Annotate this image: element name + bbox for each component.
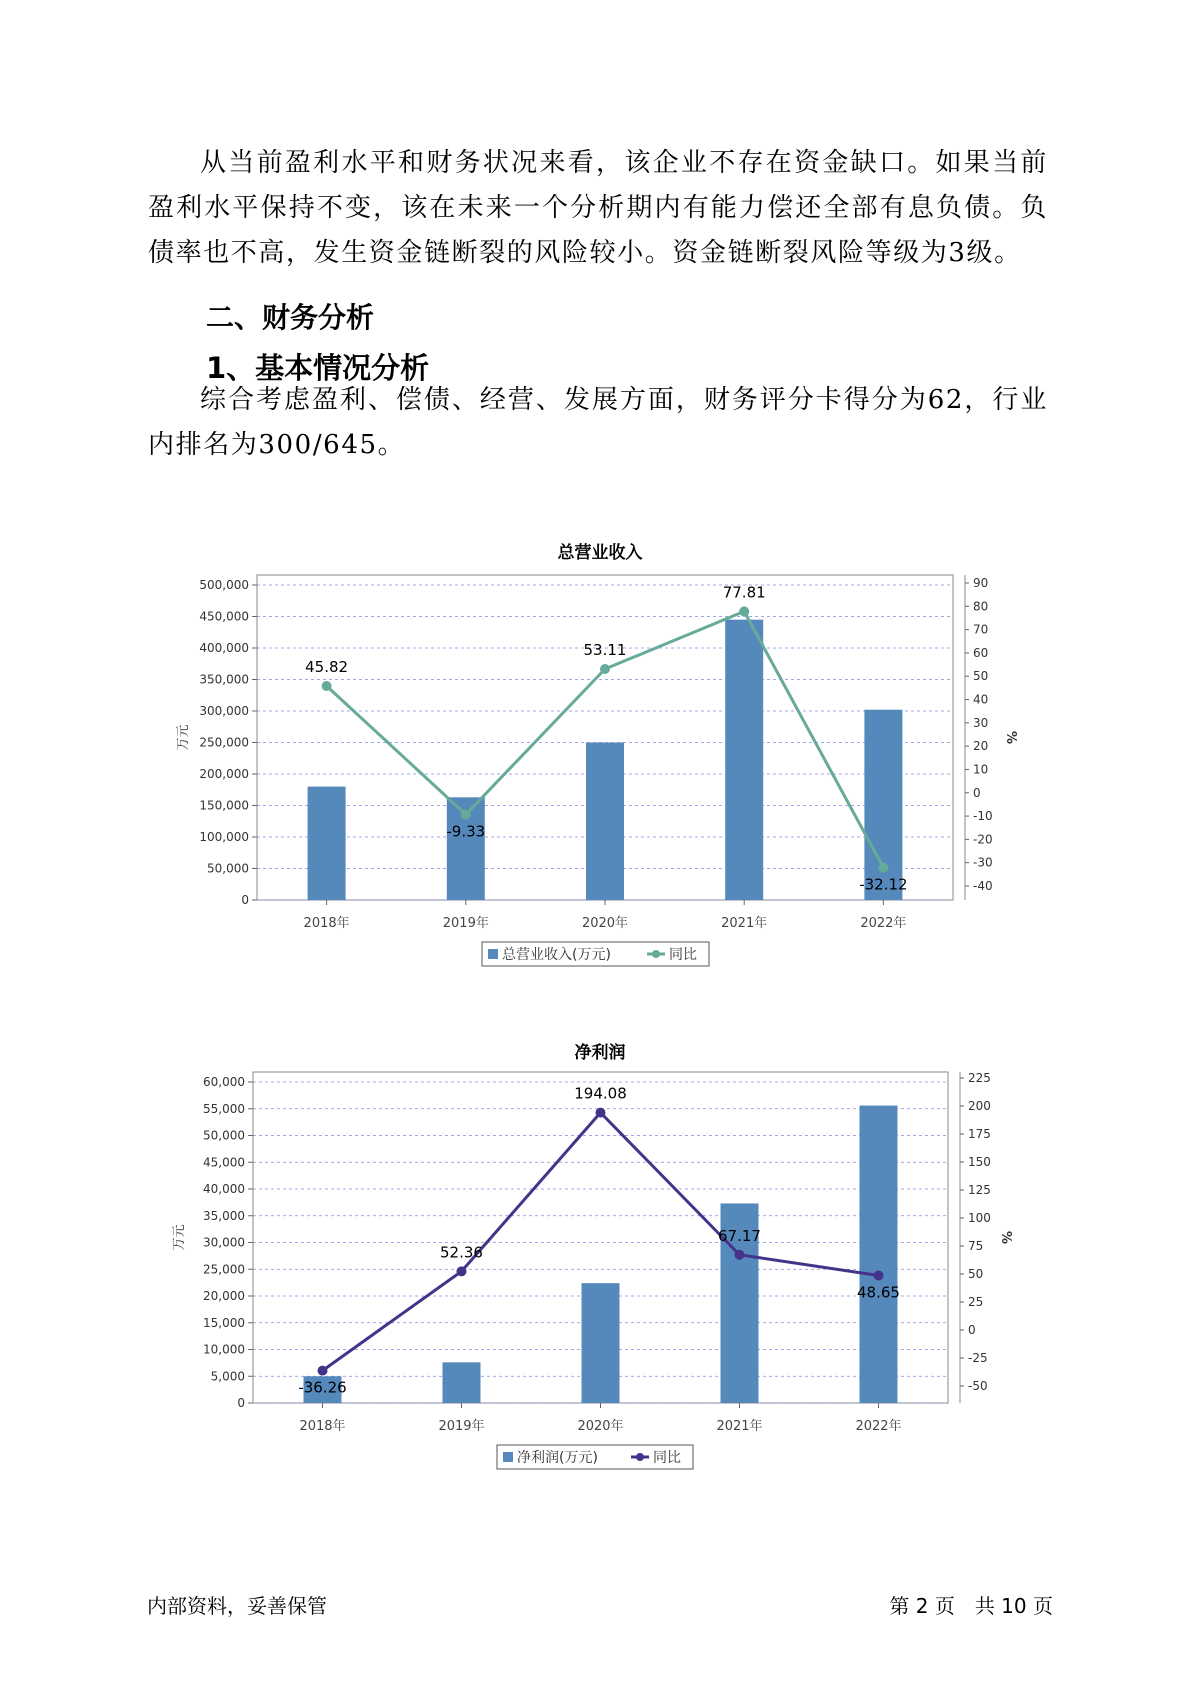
y-tick-label: 60,000 [203,1075,245,1089]
bar [586,743,624,901]
y2-axis-label: % [1003,730,1018,745]
data-label: -32.12 [859,875,908,894]
y2-tick-label: 80 [973,599,989,614]
y-tick-label: 40,000 [203,1182,245,1196]
y-tick-label: 5,000 [210,1369,245,1384]
line-point [739,606,749,616]
y-tick-label: 350,000 [199,672,249,687]
y-tick-label: 0 [241,893,249,907]
y-tick-label: 45,000 [203,1155,245,1170]
bar [443,1362,481,1403]
y2-tick-label: 50 [968,1267,984,1281]
data-label: 45.82 [305,657,349,676]
subsection-heading: 1、基本情况分析 [206,351,430,385]
line-point [735,1250,745,1260]
line-point [874,1271,884,1281]
footer-page-number: 第 2 页 共 10 页 [889,1594,1053,1618]
y-tick-label: 10,000 [203,1342,245,1357]
y-tick-label: 500,000 [199,578,249,592]
y-axis-label: 万元 [172,1224,187,1251]
y-tick-label: 100,000 [199,830,249,844]
x-tick-label: 2021年 [716,1419,763,1434]
footer-confidential: 内部资料，妥善保管 [147,1594,327,1618]
line-point [878,863,888,873]
line-point [457,1266,467,1276]
y2-tick-label: 50 [973,669,989,684]
chart-title-net-profit: 净利润 [574,1043,626,1063]
x-tick-label: 2018年 [303,916,350,931]
data-label: 53.11 [583,640,627,659]
y-tick-label: 20,000 [203,1289,245,1303]
x-tick-label: 2020年 [581,916,629,931]
legend-bar-label: 净利润(万元) [517,1450,598,1466]
y2-tick-label: -20 [973,832,993,847]
y2-tick-label: 200 [968,1099,991,1113]
revenue-chart [0,560,1191,1020]
y-tick-label: 55,000 [203,1101,245,1116]
line-point [600,664,610,674]
y-tick-label: 450,000 [199,609,249,624]
legend-bar-swatch [503,1452,513,1462]
y-tick-label: 400,000 [199,641,249,655]
y2-tick-label: 125 [968,1183,991,1197]
legend-bar-label: 总营业收入(万元) [502,947,611,963]
x-tick-label: 2019年 [438,1419,485,1434]
data-label: 67.17 [718,1226,761,1245]
y2-tick-label: 225 [968,1071,991,1085]
y-tick-label: 300,000 [199,704,249,718]
y-tick-label: 50,000 [203,1128,245,1143]
line-point [461,810,471,820]
y-tick-label: 15,000 [203,1315,245,1330]
x-tick-label: 2022年 [855,1419,902,1434]
y-tick-label: 35,000 [203,1208,245,1223]
y2-tick-label: 0 [968,1323,976,1337]
data-label: -9.33 [446,822,486,841]
line-point [318,1366,328,1376]
y2-tick-label: -10 [973,809,993,824]
legend-line-label: 同比 [669,947,697,963]
x-tick-label: 2019年 [442,916,489,931]
paragraph-scorecard: 综合考虑盈利、偿债、经营、发展方面，财务评分卡得分为62，行业内排名为300/645。 [148,385,1048,460]
y2-tick-label: 75 [968,1239,984,1253]
x-tick-label: 2018年 [299,1419,346,1434]
y2-tick-label: 70 [973,622,989,637]
y2-tick-label: 25 [968,1295,984,1309]
line-point [322,681,332,691]
y-tick-label: 50,000 [207,861,249,876]
bar [582,1283,620,1403]
y2-tick-label: 60 [973,645,989,660]
y-tick-label: 25,000 [203,1262,245,1277]
paragraph-funding-risk: 从当前盈利水平和财务状况来看，该企业不存在资金缺口。如果当前盈利水平保持不变，该在未来一个分析期内有能力偿还全部有息负债。负债率也不高，发生资金链断裂的风险较小。资金链断裂风险等级为3级。 [148,148,1048,268]
x-tick-label: 2021年 [721,916,768,931]
line-point [596,1108,606,1118]
data-label: 194.08 [574,1084,627,1103]
y-axis-label: 万元 [176,724,191,751]
legend-bar-swatch [488,949,498,959]
bar [860,1106,898,1403]
net-profit-chart [0,1060,1191,1520]
y-tick-label: 0 [237,1396,245,1410]
y2-tick-label: 30 [973,715,989,730]
y2-tick-label: -40 [973,879,993,893]
y2-tick-label: 10 [973,762,989,777]
y-tick-label: 150,000 [199,798,249,813]
y2-tick-label: 0 [973,785,981,800]
legend-line-marker [652,950,660,958]
bar [725,620,763,900]
y2-tick-label: 175 [968,1127,991,1141]
bar [308,787,346,900]
y2-tick-label: -30 [973,855,993,870]
x-tick-label: 2020年 [577,1419,624,1434]
y2-axis-label: % [998,1230,1013,1245]
data-label: 48.65 [857,1283,900,1302]
y2-tick-label: 20 [973,739,989,754]
section-heading: 二、财务分析 [206,301,375,334]
x-tick-label: 2022年 [860,916,907,931]
legend-line-marker [636,1453,644,1461]
y2-tick-label: 100 [968,1211,991,1225]
y2-tick-label: 90 [973,576,989,590]
y2-tick-label: 40 [973,692,989,707]
data-label: 52.36 [440,1243,483,1262]
y-tick-label: 200,000 [199,767,249,781]
y2-tick-label: -50 [968,1379,988,1393]
y2-tick-label: 150 [968,1155,991,1169]
chart-title-revenue: 总营业收入 [557,543,643,563]
data-label: -36.26 [298,1378,347,1397]
y-tick-label: 250,000 [199,735,249,750]
y-tick-label: 30,000 [203,1235,245,1250]
data-label: 77.81 [722,583,766,602]
legend-line-label: 同比 [653,1450,681,1466]
y2-tick-label: -25 [968,1351,988,1365]
